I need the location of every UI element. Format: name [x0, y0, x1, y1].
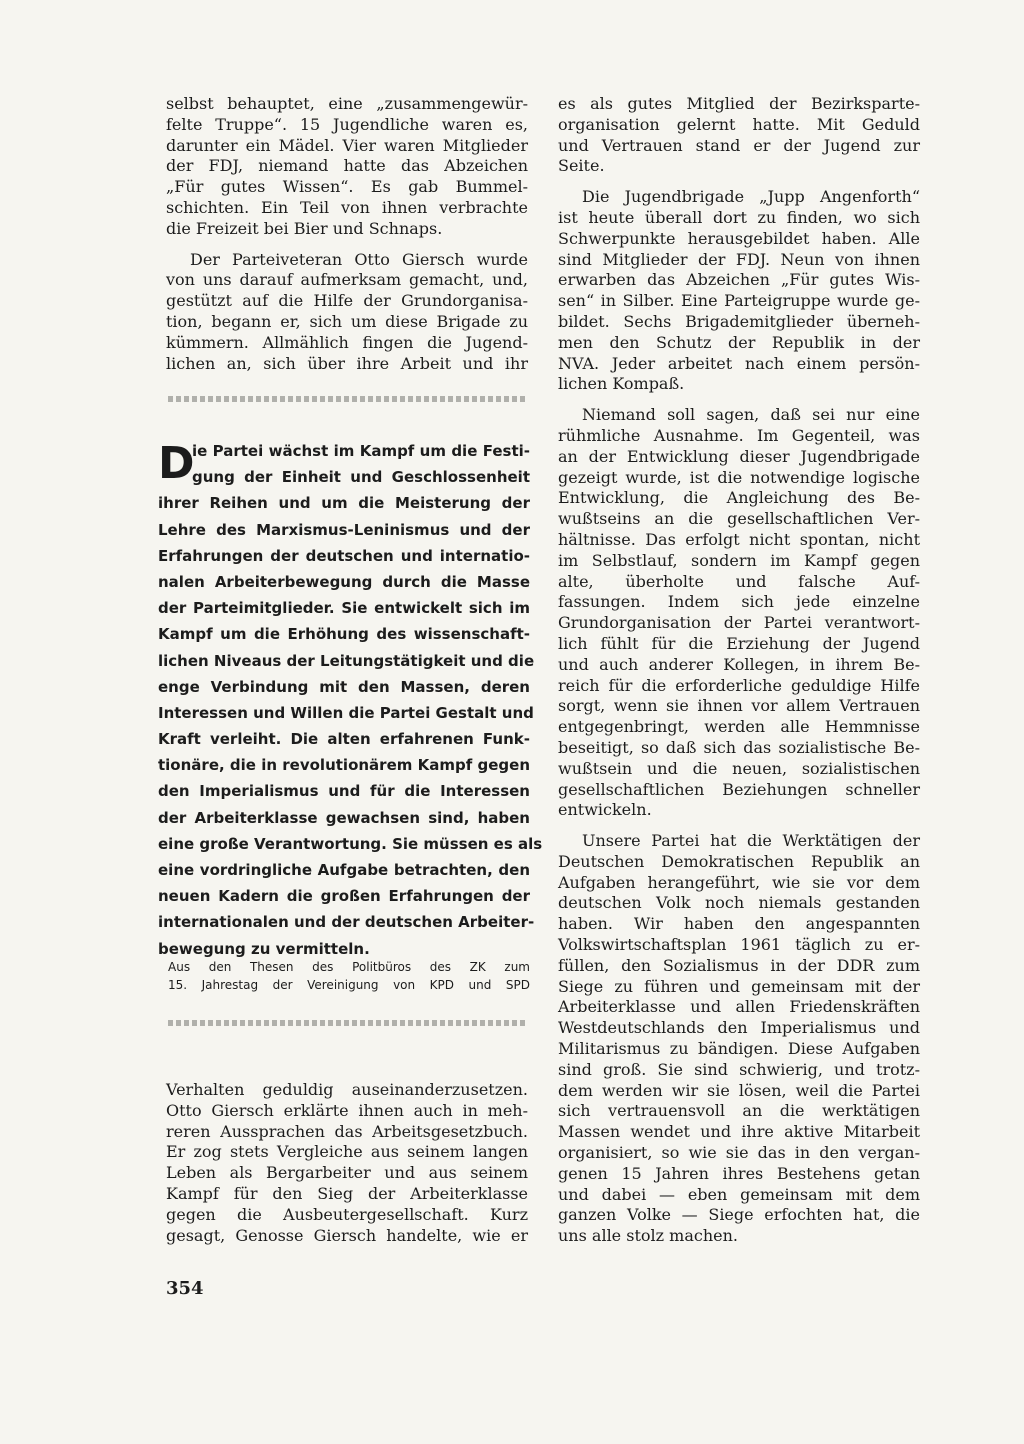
text-line: gesagt, Genosse Giersch handelte, wie er [166, 1225, 528, 1245]
text-line: sich vertrauensvoll an die werktätigen [558, 1101, 920, 1121]
text-line: alte, überholte und falsche Auf- [558, 571, 920, 591]
text-line: Militarismus zu bändigen. Diese Aufgaben [558, 1039, 920, 1059]
text-line: sorgt, wenn sie ihnen vor allem Vertrauen [558, 696, 920, 716]
quote-source [168, 958, 530, 994]
text-line: Kampf für den Sieg der Arbeiterklasse [166, 1183, 528, 1203]
quote-line: gung der Einheit und Geschlossenheit [192, 468, 530, 487]
text-line: Arbeiterklasse und allen Friedenskräften [558, 997, 920, 1017]
source-line: Aus den Thesen des Politbüros des ZK zum [168, 960, 530, 974]
text-line: Schwerpunkte herausgebildet haben. Alle [558, 228, 920, 248]
text-line: Verhalten geduldig auseinanderzusetzen. [166, 1080, 528, 1099]
text-line: von uns darauf aufmerksam gemacht, und, [166, 270, 528, 290]
text-line: tion, begann er, sich um diese Brigade zu [166, 311, 528, 331]
text-line: reren Aussprachen das Arbeitsgesetzbuch. [166, 1121, 528, 1141]
quote-line: der Parteimitglieder. Sie entwickelt sich im [158, 599, 530, 618]
text-line: gezeigt wurde, ist die notwendige logische [558, 467, 920, 487]
quote-line: eine vordringliche Aufgabe betrachten, den [158, 861, 530, 879]
paragraph [166, 1080, 528, 1246]
text-line: gestützt auf die Hilfe der Grundorganisa- [166, 291, 528, 311]
quote-line: den Imperialismus und für die Interessen [158, 782, 530, 801]
quote-line: neuen Kadern die großen Erfahrungen der [158, 887, 530, 906]
text-line: rühmliche Ausnahme. Im Gegenteil, was [558, 425, 920, 445]
text-line: und dabei — eben gemeinsam mit dem [558, 1184, 920, 1204]
text-line: lich fühlt für die Erziehung der Jugend [558, 633, 920, 653]
text-line: und Vertrauen stand er der Jugend zur [558, 135, 920, 155]
text-line: Otto Giersch erklärte ihnen auch in meh- [166, 1100, 528, 1120]
text-line: lichen an, sich über ihre Arbeit und ihr [166, 353, 528, 373]
quote-line: lichen Niveaus der Leitungstätigkeit und die [158, 651, 535, 670]
text-line: im Selbstlauf, sondern im Kampf gegen [558, 550, 920, 570]
text-line: sen“ in Silber. Eine Parteigruppe wurde ge- [558, 291, 920, 311]
paragraph [558, 94, 920, 177]
text-line: entgegenbringt, werden alle Hemmnisse [558, 717, 920, 737]
text-line: selbst behauptet, eine „zusammengewür- [166, 94, 528, 113]
paragraph [558, 831, 920, 1247]
text-line: Deutschen Demokratischen Republik an [558, 851, 920, 871]
quote-line: bewegung zu vermitteln. [158, 939, 370, 958]
text-line: felte Truppe“. 15 Jugendliche waren es, [166, 114, 528, 134]
text-line: schichten. Ein Teil von ihnen verbrachte [166, 197, 528, 217]
text-line: Die Jugendbrigade „Jupp Angenforth“ [582, 187, 920, 207]
text-line: genen 15 Jahren ihres Bestehens getan [558, 1163, 920, 1183]
text-line: der FDJ, niemand hatte das Abzeichen [166, 156, 528, 176]
quote-line: tionäre, die in revolutionärem Kampf gegen [158, 756, 530, 775]
text-line: men den Schutz der Republik in der [558, 332, 920, 352]
quote-line: der Arbeiterklasse gewachsen sind, haben [158, 808, 530, 827]
text-line: kümmern. Allmählich fingen die Jugend- [166, 332, 528, 352]
source-line: 15. Jahrestag der Vereinigung von KPD und SPD [168, 978, 530, 992]
quote-line: internationalen und der deutschen Arbeiter- [158, 913, 535, 932]
text-line: deutschen Volk noch niemals gestanden [558, 893, 920, 913]
text-line: Siege zu führen und gemeinsam mit der [558, 976, 920, 996]
quote-line: eine große Verantwortung. Sie müssen es als [158, 834, 543, 853]
paragraph [166, 94, 528, 240]
text-line: Aufgaben herangeführt, wie sie vor dem [558, 872, 920, 892]
text-line: beseitigt, so daß sich das sozialistische Be- [558, 737, 920, 757]
text-line: dem werden wir sie lösen, weil die Partei [558, 1080, 920, 1100]
text-line: erwarben das Abzeichen „Für gutes Wis- [558, 270, 920, 290]
quote-line: Lehre des Marxismus-Leninismus und der [158, 520, 530, 539]
text-line: darunter ein Mädel. Vier waren Mitglieder [166, 135, 528, 155]
left-column-bottom [166, 1080, 528, 1246]
wavy-divider-top [168, 396, 528, 402]
text-line: die Freizeit bei Bier und Schnaps. [166, 218, 443, 238]
text-line: entwickeln. [558, 800, 652, 820]
text-line: ganzen Volke — Siege erfochten hat, die [558, 1205, 920, 1225]
text-line: Entwicklung, die Angleichung des Be- [558, 488, 920, 508]
text-line: Westdeutschlands den Imperialismus und [558, 1018, 920, 1038]
paragraph [166, 250, 528, 375]
wavy-divider-bottom [168, 1020, 528, 1026]
text-line: sind Mitglieder der FDJ. Neun von ihnen [558, 249, 920, 269]
quote-line: Kampf um die Erhöhung des wissenschaft- [158, 625, 530, 644]
text-line: gegen die Ausbeutergesellschaft. Kurz [166, 1204, 528, 1224]
right-column [558, 94, 920, 1247]
text-line: uns alle stolz machen. [558, 1226, 738, 1246]
quote-line: nalen Arbeiterbewegung durch die Masse [158, 572, 530, 591]
text-line: Leben als Bergarbeiter und aus seinem [166, 1163, 528, 1183]
paragraph [558, 405, 920, 821]
text-line: Seite. [558, 156, 605, 176]
quote-line: ihrer Reihen und um die Meisterung der [158, 494, 530, 513]
text-line: bildet. Sechs Brigademitglieder überneh- [558, 311, 920, 331]
paragraph [558, 187, 920, 395]
text-line: Niemand soll sagen, daß sei nur eine [582, 405, 920, 425]
text-line: Volkswirtschaftsplan 1961 täglich zu er- [558, 935, 920, 955]
text-line: Unsere Partei hat die Werktätigen der [582, 831, 920, 851]
text-line: Der Parteiveteran Otto Giersch wurde [190, 249, 528, 269]
page-number: 354 [166, 1278, 204, 1299]
text-line: wußtseins an die gesellschaftlichen Ver- [558, 509, 920, 529]
text-line: gesellschaftlichen Beziehungen schneller [558, 779, 920, 799]
text-line: wußtsein und die neuen, sozialistischen [558, 758, 920, 778]
drop-cap: D [158, 438, 195, 489]
text-line: haben. Wir haben den angespannten [558, 914, 920, 934]
text-line: ist heute überall dort zu finden, wo sich [558, 207, 920, 227]
text-line: es als gutes Mitglied der Bezirksparte- [558, 94, 920, 113]
quote-line: ie Partei wächst im Kampf um die Festi- [192, 442, 530, 460]
text-line: und auch anderer Kollegen, in ihrem Be- [558, 654, 920, 674]
text-line: sind groß. Sie sind schwierig, und trotz- [558, 1059, 920, 1079]
text-line: „Für gutes Wissen“. Es gab Bummel- [166, 177, 528, 197]
text-line: Grundorganisation der Partei verantwort- [558, 613, 920, 633]
text-line: NVA. Jeder arbeitet nach einem persön- [558, 353, 920, 373]
quote-line: enge Verbindung mit den Massen, deren [158, 677, 530, 696]
text-line: an der Entwicklung dieser Jugendbrigade [558, 446, 920, 466]
left-column-top [166, 94, 528, 374]
quote-line: Erfahrungen der deutschen und internatio- [158, 546, 530, 565]
text-line: organisiert, so wie sie das in den vergan- [558, 1143, 920, 1163]
text-line: fassungen. Indem sich jede einzelne [558, 592, 920, 612]
text-line: hältnisse. Das erfolgt nicht spontan, nicht [558, 529, 920, 549]
text-line: füllen, den Sozialismus in der DDR zum [558, 955, 920, 975]
text-line: Massen wendet und ihre aktive Mitarbeit [558, 1122, 920, 1142]
text-line: Er zog stets Vergleiche aus seinem langen [166, 1142, 528, 1162]
text-line: reich für die erforderliche geduldige Hilfe [558, 675, 920, 695]
quote-block [158, 438, 543, 962]
quote-line: Interessen und Willen die Partei Gestalt und [158, 703, 534, 722]
text-line: lichen Kompaß. [558, 374, 685, 394]
text-line: organisation gelernt hatte. Mit Geduld [558, 114, 920, 134]
quote-line: Kraft verleiht. Die alten erfahrenen Funk- [158, 730, 530, 749]
